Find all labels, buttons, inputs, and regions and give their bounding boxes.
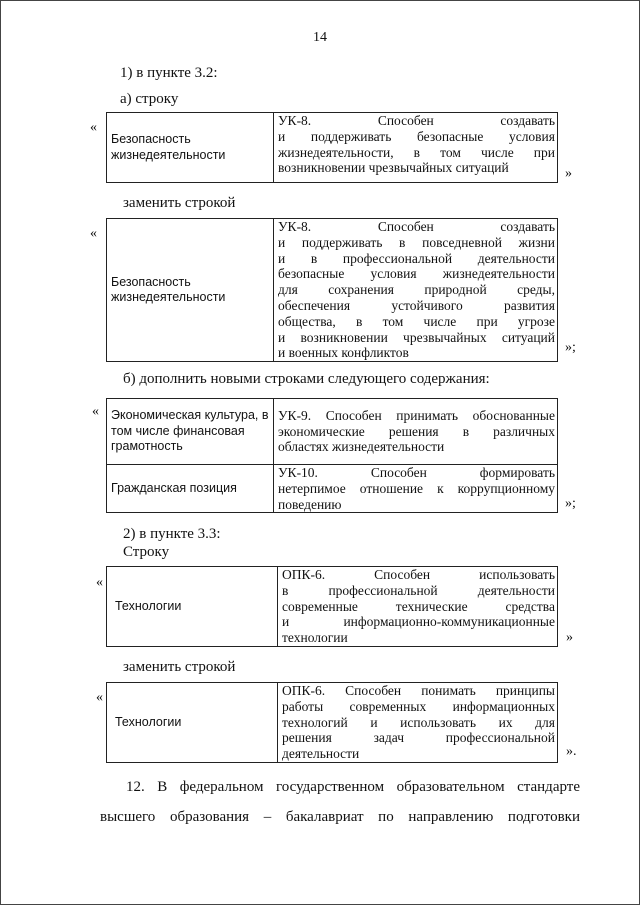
table-2-right-cell: УК-8. Способен создавать и поддерживать в повседневной жизни и в профессиональной деятельности безопасные условия жизнедеятельности для сохранения природной среды, обеспечения устойчивого развития общества, в том числе при угрозе и возникновении чрезвычайных ситуаций и военных конфликтов (274, 219, 558, 362)
open-quote-3: « (92, 404, 99, 419)
table-5-right-cell: ОПК-6. Способен понимать принципы работы современных информационных технологий и использовать их для решения задач профессиональной деятельности (278, 683, 558, 763)
open-quote-2: « (90, 226, 97, 241)
close-quote-4: » (566, 630, 573, 645)
open-quote-5: « (96, 690, 103, 705)
item-2-heading: 2) в пункте 3.3: (123, 526, 221, 542)
table-3-row-1-left-cell: Экономическая культура, в том числе финансовая грамотность (107, 399, 274, 465)
item-1-heading: 1) в пункте 3.2: (120, 65, 218, 81)
close-quote-2: »; (565, 340, 576, 355)
close-quote-5: ». (566, 744, 577, 759)
table-3-row-1-right-cell: УК-9. Способен принимать обоснованные экономические решения в различных областях жизнедеятельности (274, 399, 558, 465)
table-4-right-cell: ОПК-6. Способен использовать в профессиональной деятельности современные технические средства и информационно-коммуникационные технологии (278, 567, 558, 647)
table-3-row-2-right-cell: УК-10. Способен формировать нетерпимое отношение к коррупционному поведению (274, 465, 558, 513)
table-5-left-cell: Технологии (107, 683, 278, 763)
table-1-left-cell: Безопасность жизнедеятельности (107, 113, 274, 183)
item-1b-heading: б) дополнить новыми строками следующего содержания: (123, 371, 490, 387)
table-1 (106, 112, 558, 183)
replace-label-1: заменить строкой (123, 195, 236, 211)
close-quote-1: » (565, 166, 572, 181)
close-quote-3: »; (565, 496, 576, 511)
open-quote-4: « (96, 575, 103, 590)
open-quote-1: « (90, 120, 97, 135)
paragraph-12: 12. В федеральном государственном образовательном стандарте высшего образования – бакалавриат по направлению подготовки (100, 779, 580, 825)
table-2 (106, 218, 558, 362)
table-3-row-2-left-cell: Гражданская позиция (107, 465, 274, 513)
replace-label-2: заменить строкой (123, 659, 236, 675)
table-2-left-cell: Безопасность жизнедеятельности (107, 219, 274, 362)
table-4 (106, 566, 558, 647)
page-number: 14 (313, 30, 327, 45)
table-3 (106, 398, 558, 513)
item-2a-heading: Строку (123, 544, 170, 560)
item-1a-heading: а) строку (120, 91, 179, 107)
table-1-right-cell: УК-8. Способен создавать и поддерживать безопасные условия жизнедеятельности, в том числе при возникновении чрезвычайных ситуаций (274, 113, 558, 183)
table-4-left-cell: Технологии (107, 567, 278, 647)
table-5 (106, 682, 558, 763)
